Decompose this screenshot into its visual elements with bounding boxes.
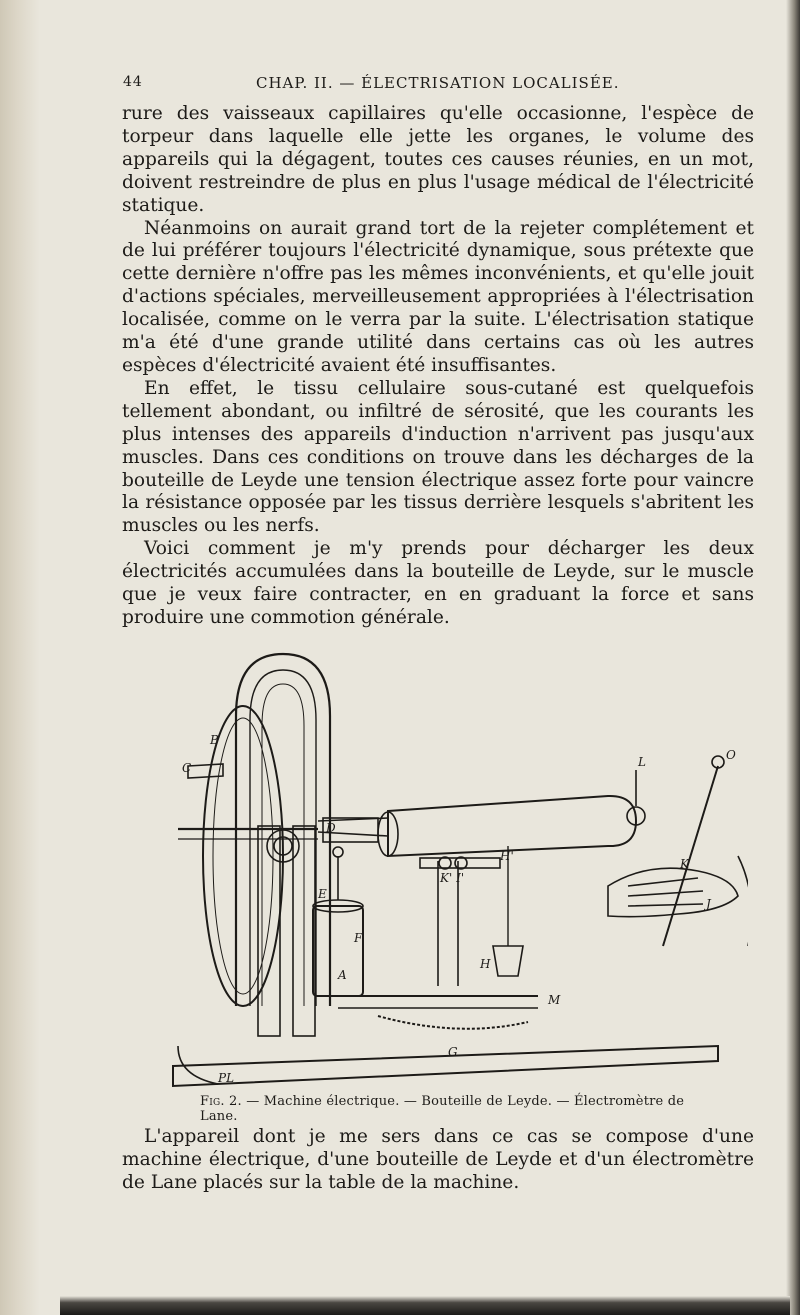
discharge-chain [378, 1016, 528, 1029]
label-K-I-prime: K' I' [440, 871, 465, 885]
label-J: J [706, 897, 711, 911]
page-bottom-edge [60, 1296, 790, 1315]
body-text [122, 103, 754, 630]
label-O: O [726, 748, 736, 762]
figure-electric-machine [158, 646, 748, 1094]
leyden-jar [313, 906, 363, 996]
paragraph-4: Voici comment je m'y prends pour décharger les deux électricités accumulées dans la bouteille de Leyde, sur le muscle que je veux faire contracter, en en graduant la force et sans produire une commotion générale. [122, 538, 754, 628]
running-title: CHAP. II. — ÉLECTRISATION LOCALISÉE. [256, 74, 620, 92]
label-F: F [354, 931, 363, 945]
caption-label: Fig. 2. [200, 1094, 242, 1109]
label-E: E [318, 887, 327, 901]
running-header [123, 70, 743, 98]
label-K: K [680, 857, 689, 871]
page-number: 44 [123, 74, 143, 90]
paragraph-3: En effet, le tissu cellulaire sous-cutané est quelquefois tellement abondant, ou infiltré de sérosité, que les courants les plus intenses des appareils d'induction n'arrivent pas jusqu'aux muscles. Dans ces conditions on trouve dans les décharges de la bouteille de Leyde une tension électrique assez forte pour vaincre la résistance opposée par les tissus derrière lesquels s'abritent les muscles ou les nerfs. [122, 377, 754, 537]
table-base [173, 1046, 718, 1086]
label-L: L [638, 755, 646, 769]
figure-caption [200, 1094, 720, 1124]
page-gutter-shadow [0, 0, 40, 1315]
left-pillar [258, 826, 280, 1036]
label-D: D [326, 821, 336, 835]
label-C: C [182, 761, 192, 775]
caption-text: — Machine électrique. — Bouteille de Leyde. — Électromètre de Lane. [200, 1094, 685, 1124]
label-PL: PL [218, 1071, 235, 1085]
label-B: B [210, 733, 219, 747]
paragraph-5: L'appareil dont je me sers dans ce cas se compose d'une machine électrique, d'une bouteille de Leyde et d'un électromètre de Lane placés sur la table de la machine. [122, 1126, 754, 1193]
paragraph-2: Néanmoins on aurait grand tort de la rejeter complétement et de lui préférer toujours l'électricité dynamique, sous prétexte que cette dernière n'offre pas les mêmes inconvénients, et qu'elle jouit d'actions spéciales, merveilleusement appropriées à l'électrisation localisée, comme on le verra par la suite. L'électrisation statique m'a été d'une grande utilité dans certains cas où les autres espèces d'électricité avaient été insuffisantes. [122, 217, 754, 376]
label-A: A [338, 968, 347, 982]
closing-text [122, 1125, 754, 1194]
label-H-prime: H' [500, 849, 514, 863]
page-edge-shadow [786, 0, 800, 1315]
prime-conductor [388, 796, 636, 856]
discharger-rod [663, 766, 718, 946]
label-G: G [448, 1045, 458, 1059]
label-M: M [548, 993, 561, 1007]
paragraph-1: rure des vaisseaux capillaires qu'elle occasionne, l'espèce de torpeur dans laquelle elle jette les organes, le volume des appareils qui la dégagent, toutes ces causes réunies, en un mot, doivent restreindre de plus en plus l'usage médical de l'électricité statique. [122, 103, 754, 216]
label-H: H [480, 957, 491, 971]
